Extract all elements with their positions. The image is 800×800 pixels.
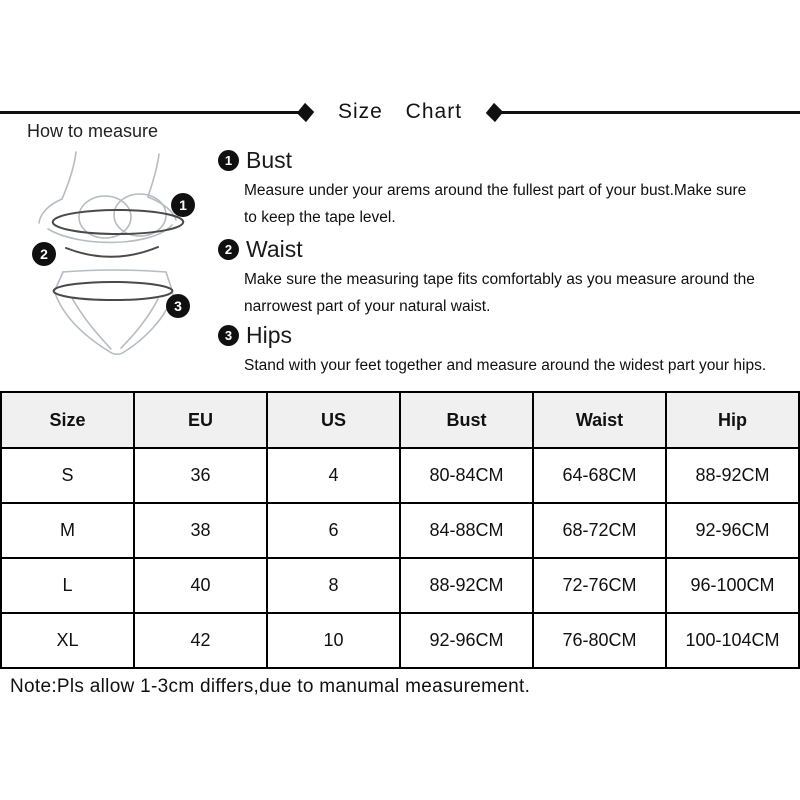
- svg-text:3: 3: [174, 298, 182, 314]
- table-cell: XL: [1, 613, 134, 668]
- table-cell: L: [1, 558, 134, 613]
- measure-label-bust: Bust: [246, 146, 293, 173]
- measure-item-waist-head: [218, 236, 796, 262]
- measure-label-hips: Hips: [246, 321, 293, 348]
- table-cell: 88-92CM: [400, 558, 533, 613]
- hip-tape-ellipse: [54, 282, 173, 300]
- step-2-badge: 2: [218, 239, 239, 260]
- measure-item-waist: [218, 236, 796, 320]
- table-cell: 72-76CM: [533, 558, 666, 613]
- measure-item-hips: [218, 322, 796, 379]
- measurement-instructions: [218, 146, 796, 379]
- bikini-top-drawing: [39, 152, 183, 242]
- table-row-s: [1, 448, 799, 503]
- diagram-marker-2: [32, 242, 56, 266]
- bikini-bottom-drawing: [54, 270, 173, 354]
- bikini-measurement-diagram: [10, 147, 222, 365]
- diagram-marker-1: [171, 193, 195, 217]
- step-3-badge: 3: [218, 325, 239, 346]
- table-cell: 92-96CM: [666, 503, 799, 558]
- page-title: Size Chart: [337, 100, 463, 123]
- table-cell: 42: [134, 613, 267, 668]
- measure-label-waist: Waist: [246, 235, 303, 262]
- diamond-icon-right: [486, 102, 503, 121]
- table-cell: 38: [134, 503, 267, 558]
- waist-description-line-1: Make sure the measuring tape fits comfortably as you measure around the: [244, 271, 755, 288]
- table-cell: 80-84CM: [400, 448, 533, 503]
- table-row-m: [1, 503, 799, 558]
- table-row-l: [1, 558, 799, 613]
- size-table-header: [1, 392, 799, 448]
- table-cell: 96-100CM: [666, 558, 799, 613]
- table-cell: 84-88CM: [400, 503, 533, 558]
- size-table: [0, 391, 800, 669]
- col-header-eu: EU: [134, 392, 267, 448]
- hips-description-line-1: Stand with your feet together and measure around the widest part your hips.: [244, 357, 767, 374]
- table-cell: 64-68CM: [533, 448, 666, 503]
- waist-description-line-2: narrowest part of your natural waist.: [244, 298, 491, 315]
- table-header-row: [1, 392, 799, 448]
- table-cell: 76-80CM: [533, 613, 666, 668]
- col-header-us: US: [267, 392, 400, 448]
- waist-tape-arc: [66, 247, 158, 257]
- note-text: Note:Pls allow 1-3cm differs,due to manumal measurement.: [10, 676, 531, 697]
- table-cell: 4: [267, 448, 400, 503]
- bust-description-line-1: Measure under your arems around the fullest part of your bust.Make sure: [244, 182, 747, 199]
- divider-line-left: [0, 111, 299, 114]
- table-cell: 6: [267, 503, 400, 558]
- divider-line-right: [501, 111, 800, 114]
- svg-text:2: 2: [40, 246, 48, 262]
- diagram-marker-3: [166, 294, 190, 318]
- col-header-bust: Bust: [400, 392, 533, 448]
- step-1-badge: 1: [218, 150, 239, 171]
- size-table-body: [1, 448, 799, 668]
- measure-item-bust: [218, 147, 796, 231]
- table-cell: 10: [267, 613, 400, 668]
- table-cell: 88-92CM: [666, 448, 799, 503]
- table-cell: 40: [134, 558, 267, 613]
- table-cell: 92-96CM: [400, 613, 533, 668]
- svg-text:1: 1: [179, 197, 187, 213]
- how-to-measure-heading: How to measure: [27, 121, 159, 141]
- col-header-waist: Waist: [533, 392, 666, 448]
- measure-item-bust-head: [218, 147, 796, 173]
- col-header-size: Size: [1, 392, 134, 448]
- measure-item-hips-head: [218, 322, 796, 348]
- table-row-xl: [1, 613, 799, 668]
- table-cell: 100-104CM: [666, 613, 799, 668]
- bust-description-line-2: to keep the tape level.: [244, 209, 396, 226]
- table-cell: 68-72CM: [533, 503, 666, 558]
- bust-tape-ellipse: [53, 210, 183, 234]
- table-cell: 8: [267, 558, 400, 613]
- table-cell: M: [1, 503, 134, 558]
- table-cell: 36: [134, 448, 267, 503]
- table-cell: S: [1, 448, 134, 503]
- col-header-hip: Hip: [666, 392, 799, 448]
